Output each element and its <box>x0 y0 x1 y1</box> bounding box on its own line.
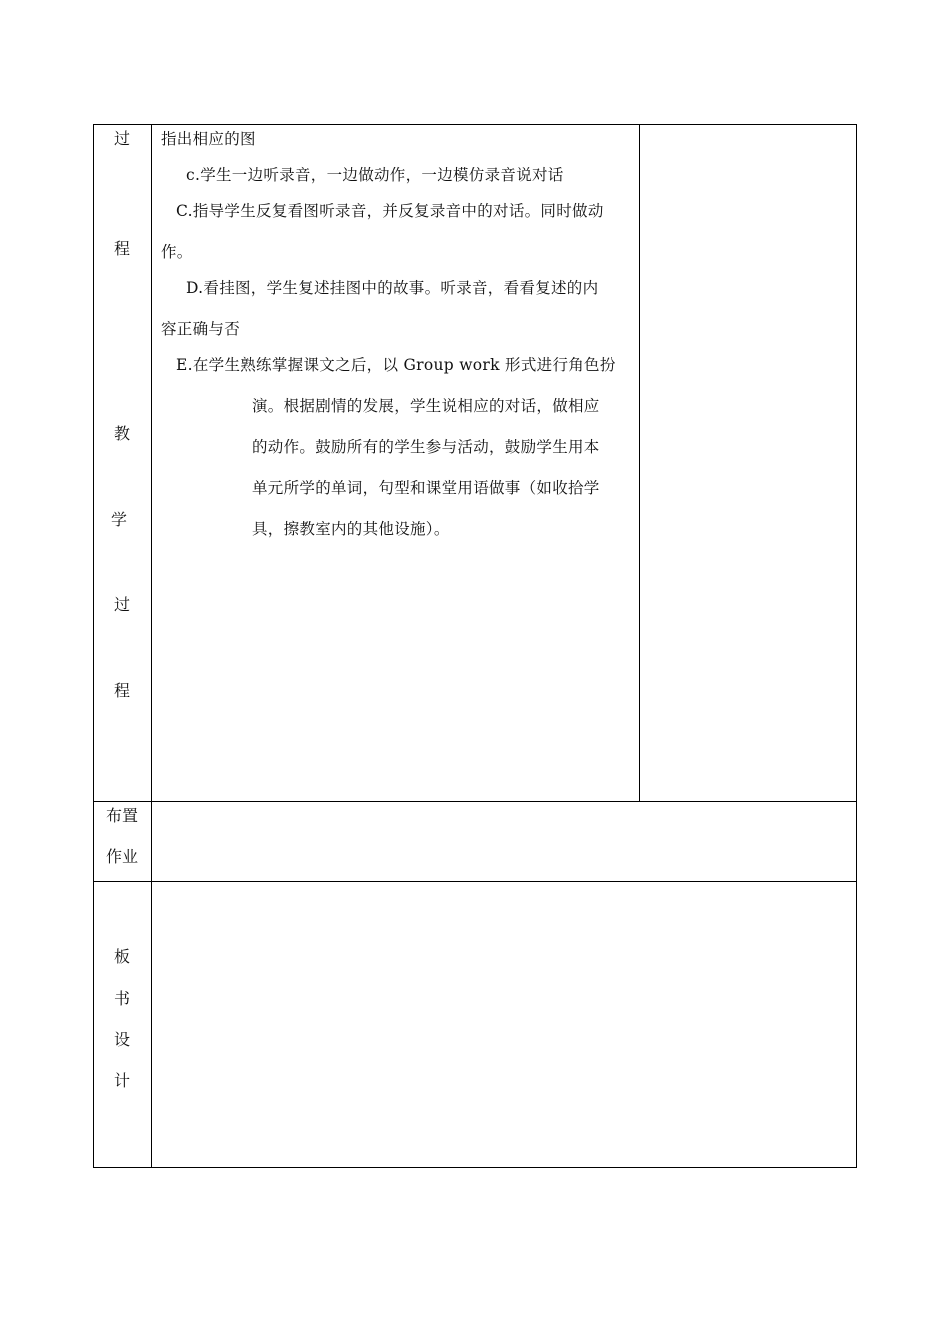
process-label-cheng: 程 <box>113 681 130 700</box>
process-line-6: 容正确与否 <box>161 320 241 338</box>
process-notes-cell[interactable] <box>640 125 856 801</box>
process-label-guo: 过 <box>113 595 130 614</box>
homework-label-line-2: 作业 <box>105 847 138 866</box>
process-label-guo-top: 过 <box>113 129 130 148</box>
board-content-cell[interactable] <box>152 882 856 1167</box>
process-line-3: C.指导学生反复看图听录音，并反复录音中的对话。同时做动 <box>176 202 604 220</box>
board-label-ji: 计 <box>113 1071 130 1090</box>
process-line-11: 具，擦教室内的其他设施）。 <box>252 520 450 538</box>
process-line-5: D.看挂图，学生复述挂图中的故事。听录音，看看复述的内 <box>186 279 599 297</box>
process-line-2: c.学生一边听录音，一边做动作，一边模仿录音说对话 <box>186 166 564 184</box>
homework-label-line-1: 布置 <box>105 806 138 825</box>
board-label-she: 设 <box>113 1030 130 1049</box>
lesson-plan-table <box>93 124 857 1168</box>
process-line-4: 作。 <box>161 243 193 261</box>
process-line-7: E.在学生熟练掌握课文之后，以 Group work 形式进行角色扮 <box>176 356 616 374</box>
process-label-xue: 学 <box>110 510 127 529</box>
process-line-8: 演。根据剧情的发展，学生说相应的对话，做相应 <box>252 397 600 415</box>
process-label-jiao: 教 <box>113 424 130 443</box>
process-line-9: 的动作。鼓励所有的学生参与活动，鼓励学生用本 <box>252 438 600 456</box>
process-label-cheng-top: 程 <box>113 239 130 258</box>
board-label-ban: 板 <box>113 947 130 966</box>
process-line-1: 指出相应的图 <box>161 130 256 148</box>
board-label-shu: 书 <box>113 989 130 1008</box>
homework-content-cell[interactable] <box>152 802 856 881</box>
process-line-10: 单元所学的单词，句型和课堂用语做事（如收拾学 <box>252 479 600 497</box>
